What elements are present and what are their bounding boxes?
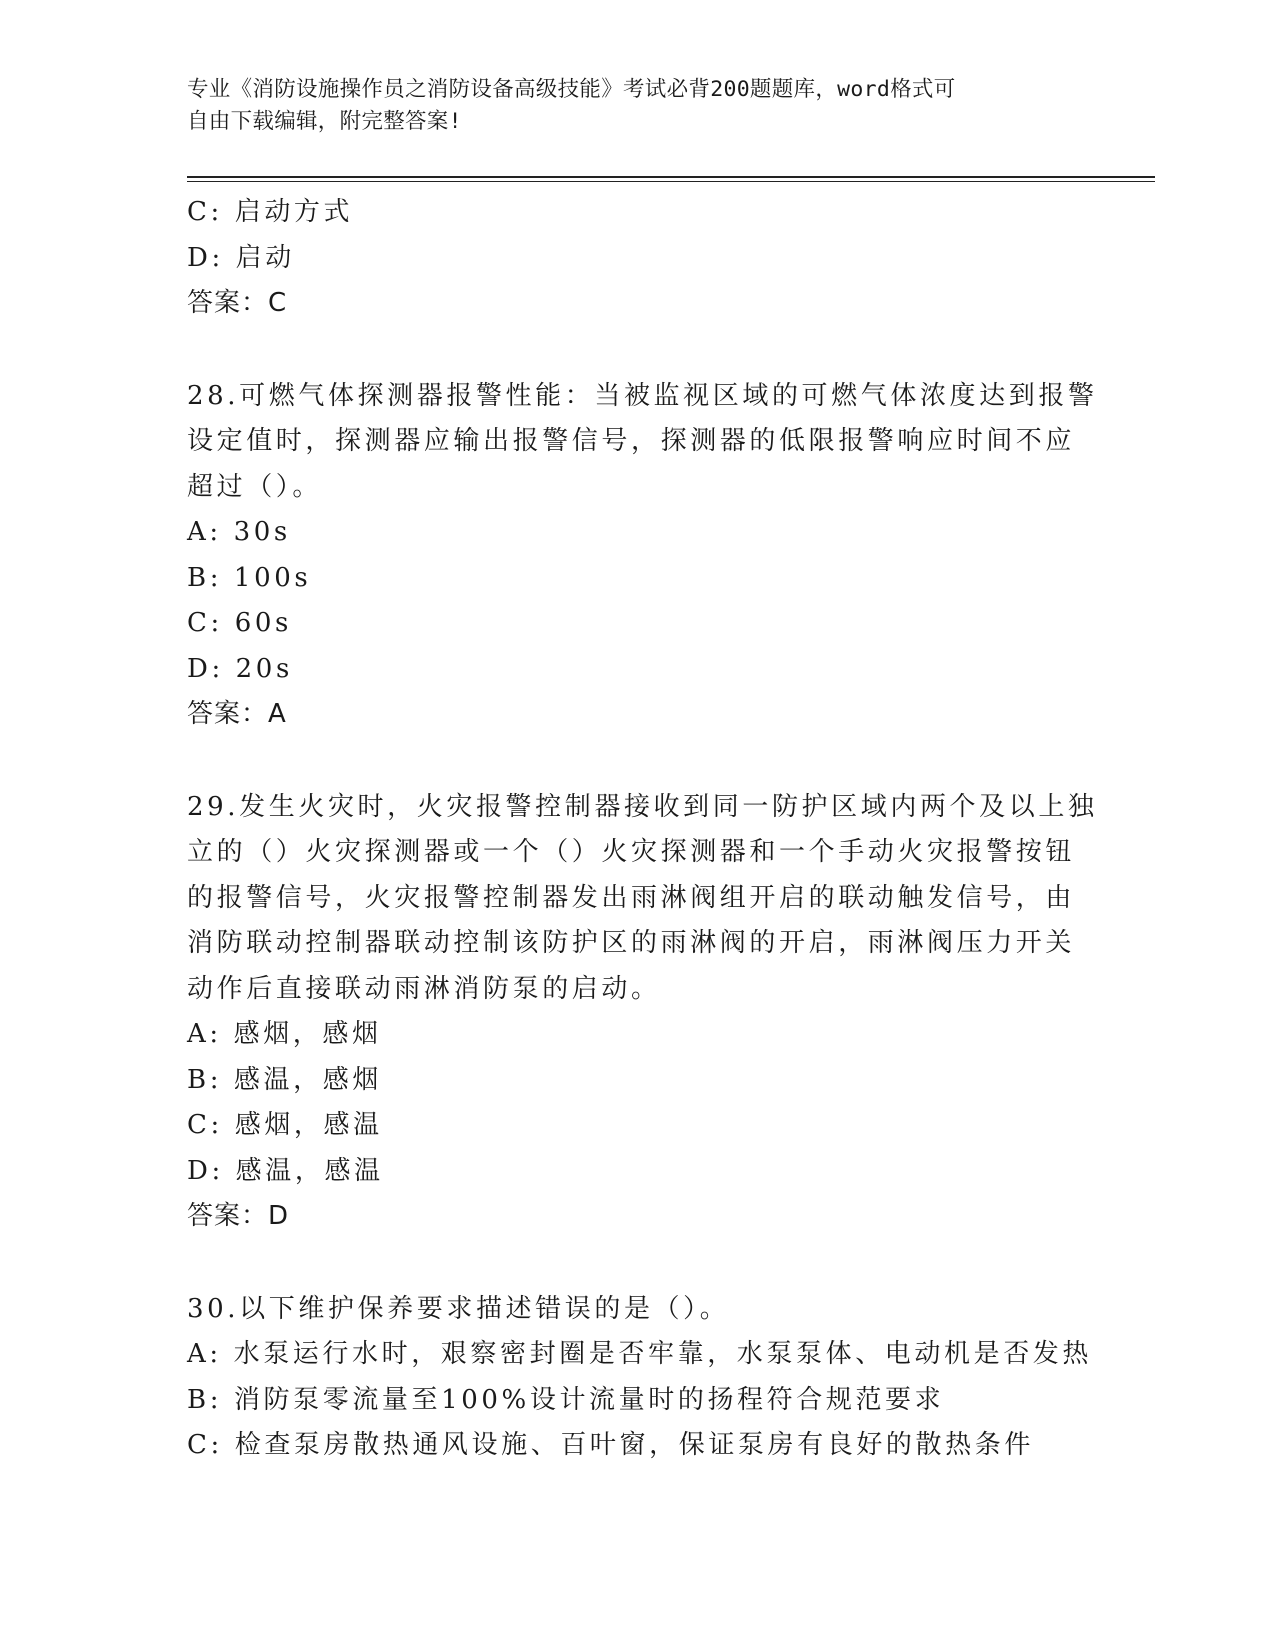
option-c: C: 启动方式 bbox=[187, 197, 354, 227]
header-divider-thin bbox=[187, 181, 1155, 182]
header-line-1: 专业《消防设施操作员之消防设备高级技能》考试必背200题题库，word格式可 bbox=[187, 77, 956, 102]
option-a: A: 30s bbox=[187, 517, 291, 547]
question-27-tail bbox=[187, 190, 1087, 327]
answer-line: 答案：A bbox=[187, 699, 287, 729]
header-divider-thick bbox=[187, 176, 1155, 178]
option-c: C: 感烟，感温 bbox=[187, 1110, 383, 1140]
question-stem-line: 动作后直接联动雨淋消防泵的启动。 bbox=[187, 973, 661, 1004]
question-stem-line: 消防联动控制器联动控制该防护区的雨淋阀的开启，雨淋阀压力开关 bbox=[187, 928, 1076, 958]
option-d: D: 20s bbox=[187, 653, 293, 684]
question-stem-line: 28.可燃气体探测器报警性能：当被监视区域的可燃气体浓度达到报警 bbox=[187, 380, 1098, 411]
option-a: A: 水泵运行水时，艰察密封圈是否牢靠，水泵泵体、电动机是否发热 bbox=[187, 1339, 1093, 1369]
answer-line: 答案：C bbox=[187, 288, 288, 318]
spacer bbox=[187, 327, 1087, 374]
option-b: B: 消防泵零流量至100%设计流量时的扬程符合规范要求 bbox=[187, 1384, 945, 1415]
question-stem-line: 的报警信号，火灾报警控制器发出雨淋阀组开启的联动触发信号，由 bbox=[187, 882, 1076, 913]
question-stem-line: 超过（）。 bbox=[187, 471, 323, 502]
option-b: B: 100s bbox=[187, 562, 312, 593]
option-a: A: 感烟，感烟 bbox=[187, 1019, 382, 1049]
question-30 bbox=[187, 1287, 1093, 1469]
spacer bbox=[187, 1240, 1087, 1287]
header-line-2: 自由下载编辑，附完整答案! bbox=[187, 109, 462, 134]
document-header bbox=[187, 74, 1067, 138]
question-stem-line: 30.以下维护保养要求描述错误的是（）。 bbox=[187, 1293, 730, 1324]
option-b: B: 感温，感烟 bbox=[187, 1064, 382, 1095]
spacer bbox=[187, 738, 1087, 785]
option-d: D: 启动 bbox=[187, 242, 295, 273]
question-stem-line: 29.发生火灾时，火灾报警控制器接收到同一防护区域内两个及以上独 bbox=[187, 791, 1098, 822]
option-c: C: 检查泵房散热通风设施、百叶窗，保证泵房有良好的散热条件 bbox=[187, 1430, 1034, 1460]
question-29 bbox=[187, 785, 1098, 1240]
answer-line: 答案：D bbox=[187, 1201, 290, 1231]
option-d: D: 感温，感温 bbox=[187, 1155, 384, 1186]
question-stem-line: 立的（）火灾探测器或一个（）火灾探测器和一个手动火灾报警按钮 bbox=[187, 837, 1076, 867]
document-body bbox=[187, 190, 1098, 1469]
question-28 bbox=[187, 374, 1098, 738]
option-c: C: 60s bbox=[187, 608, 292, 638]
question-stem-line: 设定值时，探测器应输出报警信号，探测器的低限报警响应时间不应 bbox=[187, 426, 1076, 456]
